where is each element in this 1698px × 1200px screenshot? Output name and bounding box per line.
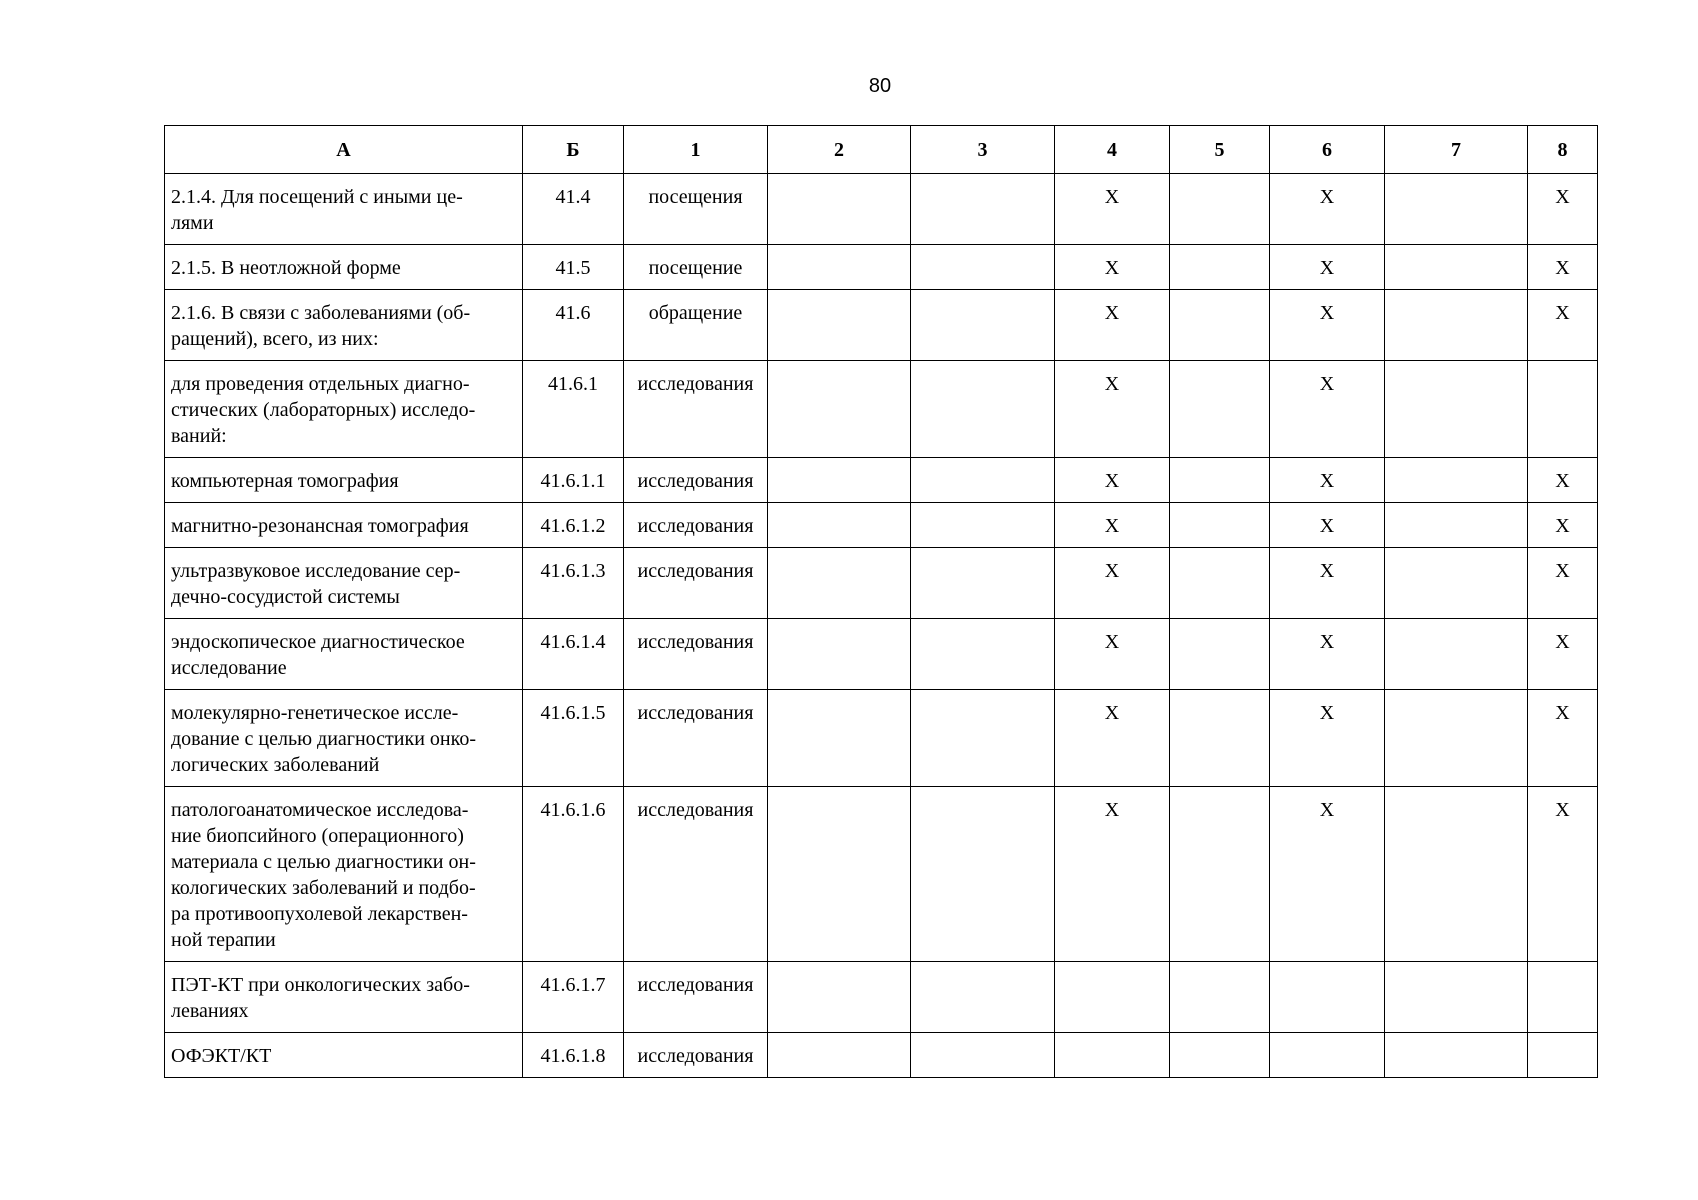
- col-8-cell: X: [1528, 548, 1598, 619]
- col-8-cell: X: [1528, 245, 1598, 290]
- col-3-cell: [911, 174, 1055, 245]
- row-name-cell: магнитно-резонансная томография: [165, 503, 523, 548]
- column-header: 4: [1055, 126, 1170, 174]
- row-name-cell: ПЭТ-КТ при онкологических забо- леваниях: [165, 962, 523, 1033]
- row-code-cell: 41.6.1.1: [523, 458, 624, 503]
- row-name-cell: 2.1.4. Для посещений с иными це- лями: [165, 174, 523, 245]
- col-3-cell: [911, 619, 1055, 690]
- col-8-cell: X: [1528, 174, 1598, 245]
- col-8-cell: X: [1528, 619, 1598, 690]
- col-3-cell: [911, 962, 1055, 1033]
- col-4-cell: X: [1055, 361, 1170, 458]
- col-7-cell: [1385, 245, 1528, 290]
- col-2-cell: [768, 787, 911, 962]
- row-code-cell: 41.6.1: [523, 361, 624, 458]
- col-4-cell: X: [1055, 619, 1170, 690]
- column-header: 3: [911, 126, 1055, 174]
- col-6-cell: X: [1270, 458, 1385, 503]
- row-unit-cell: обращение: [624, 290, 768, 361]
- row-unit-cell: исследования: [624, 503, 768, 548]
- row-unit-cell: исследования: [624, 1033, 768, 1078]
- col-2-cell: [768, 619, 911, 690]
- column-header: 2: [768, 126, 911, 174]
- row-unit-cell: исследования: [624, 548, 768, 619]
- col-2-cell: [768, 690, 911, 787]
- column-header: 6: [1270, 126, 1385, 174]
- col-7-cell: [1385, 1033, 1528, 1078]
- column-header: 8: [1528, 126, 1598, 174]
- row-name-cell: ОФЭКТ/КТ: [165, 1033, 523, 1078]
- col-7-cell: [1385, 962, 1528, 1033]
- row-code-cell: 41.6.1.5: [523, 690, 624, 787]
- col-3-cell: [911, 1033, 1055, 1078]
- row-code-cell: 41.6.1.4: [523, 619, 624, 690]
- col-4-cell: X: [1055, 290, 1170, 361]
- table-row: [165, 503, 1598, 548]
- col-7-cell: [1385, 619, 1528, 690]
- row-code-cell: 41.6.1.8: [523, 1033, 624, 1078]
- col-3-cell: [911, 548, 1055, 619]
- row-name-cell: ультразвуковое исследование сер- дечно-сосудистой системы: [165, 548, 523, 619]
- row-unit-cell: исследования: [624, 962, 768, 1033]
- col-6-cell: [1270, 1033, 1385, 1078]
- row-code-cell: 41.6.1.3: [523, 548, 624, 619]
- data-table: [164, 125, 1598, 1078]
- col-2-cell: [768, 174, 911, 245]
- col-5-cell: [1170, 787, 1270, 962]
- col-3-cell: [911, 245, 1055, 290]
- col-6-cell: X: [1270, 245, 1385, 290]
- row-unit-cell: исследования: [624, 787, 768, 962]
- table-row: [165, 1033, 1598, 1078]
- table-row: [165, 245, 1598, 290]
- col-7-cell: [1385, 361, 1528, 458]
- col-7-cell: [1385, 174, 1528, 245]
- col-4-cell: X: [1055, 690, 1170, 787]
- col-6-cell: [1270, 962, 1385, 1033]
- col-8-cell: X: [1528, 290, 1598, 361]
- col-6-cell: X: [1270, 503, 1385, 548]
- col-5-cell: [1170, 962, 1270, 1033]
- col-6-cell: X: [1270, 787, 1385, 962]
- row-name-cell: компьютерная томография: [165, 458, 523, 503]
- row-code-cell: 41.6: [523, 290, 624, 361]
- col-4-cell: X: [1055, 503, 1170, 548]
- col-5-cell: [1170, 361, 1270, 458]
- col-8-cell: X: [1528, 690, 1598, 787]
- column-header: 7: [1385, 126, 1528, 174]
- col-4-cell: X: [1055, 787, 1170, 962]
- col-3-cell: [911, 503, 1055, 548]
- table-row: [165, 619, 1598, 690]
- col-7-cell: [1385, 290, 1528, 361]
- row-code-cell: 41.6.1.6: [523, 787, 624, 962]
- row-name-cell: 2.1.5. В неотложной форме: [165, 245, 523, 290]
- row-code-cell: 41.4: [523, 174, 624, 245]
- col-2-cell: [768, 458, 911, 503]
- col-7-cell: [1385, 548, 1528, 619]
- col-6-cell: X: [1270, 619, 1385, 690]
- table-row: [165, 548, 1598, 619]
- row-unit-cell: исследования: [624, 361, 768, 458]
- col-6-cell: X: [1270, 548, 1385, 619]
- col-8-cell: X: [1528, 503, 1598, 548]
- page-number: 80: [868, 75, 892, 97]
- col-8-cell: [1528, 1033, 1598, 1078]
- row-unit-cell: посещения: [624, 174, 768, 245]
- col-8-cell: [1528, 361, 1598, 458]
- row-unit-cell: исследования: [624, 690, 768, 787]
- col-2-cell: [768, 548, 911, 619]
- column-header: А: [165, 126, 523, 174]
- col-7-cell: [1385, 787, 1528, 962]
- table-row: [165, 174, 1598, 245]
- col-4-cell: X: [1055, 458, 1170, 503]
- col-5-cell: [1170, 503, 1270, 548]
- col-5-cell: [1170, 690, 1270, 787]
- col-5-cell: [1170, 174, 1270, 245]
- col-2-cell: [768, 1033, 911, 1078]
- col-8-cell: X: [1528, 458, 1598, 503]
- col-6-cell: X: [1270, 690, 1385, 787]
- col-4-cell: [1055, 962, 1170, 1033]
- col-7-cell: [1385, 503, 1528, 548]
- col-3-cell: [911, 458, 1055, 503]
- row-name-cell: эндоскопическое диагностическое исследование: [165, 619, 523, 690]
- col-3-cell: [911, 290, 1055, 361]
- column-header: Б: [523, 126, 624, 174]
- col-2-cell: [768, 290, 911, 361]
- row-name-cell: молекулярно-генетическое иссле- дование с целью диагностики онко- логических заболеваний: [165, 690, 523, 787]
- row-code-cell: 41.5: [523, 245, 624, 290]
- col-6-cell: X: [1270, 361, 1385, 458]
- col-5-cell: [1170, 245, 1270, 290]
- column-header: 5: [1170, 126, 1270, 174]
- col-4-cell: X: [1055, 245, 1170, 290]
- table-body: [165, 174, 1598, 1078]
- table-row: [165, 458, 1598, 503]
- col-2-cell: [768, 962, 911, 1033]
- col-5-cell: [1170, 619, 1270, 690]
- col-7-cell: [1385, 690, 1528, 787]
- col-2-cell: [768, 245, 911, 290]
- table-header: [165, 126, 1598, 174]
- col-3-cell: [911, 690, 1055, 787]
- row-name-cell: 2.1.6. В связи с заболеваниями (об- ращений), всего, из них:: [165, 290, 523, 361]
- col-2-cell: [768, 503, 911, 548]
- col-5-cell: [1170, 458, 1270, 503]
- table-row: [165, 690, 1598, 787]
- col-3-cell: [911, 361, 1055, 458]
- col-3-cell: [911, 787, 1055, 962]
- col-4-cell: X: [1055, 174, 1170, 245]
- header-row: [165, 126, 1598, 174]
- row-code-cell: 41.6.1.2: [523, 503, 624, 548]
- col-8-cell: X: [1528, 787, 1598, 962]
- row-name-cell: патологоанатомическое исследова- ние биопсийного (операционного) материала с целью диагностики он- кологических заболеваний и подбо- ра противоопухолевой лекарствен- ной терапии: [165, 787, 523, 962]
- col-2-cell: [768, 361, 911, 458]
- row-name-cell: для проведения отдельных диагно- стических (лабораторных) исследо- ваний:: [165, 361, 523, 458]
- table-row: [165, 361, 1598, 458]
- row-unit-cell: посещение: [624, 245, 768, 290]
- col-7-cell: [1385, 458, 1528, 503]
- table-row: [165, 962, 1598, 1033]
- col-8-cell: [1528, 962, 1598, 1033]
- col-5-cell: [1170, 1033, 1270, 1078]
- table-row: [165, 787, 1598, 962]
- col-4-cell: [1055, 1033, 1170, 1078]
- col-6-cell: X: [1270, 290, 1385, 361]
- row-unit-cell: исследования: [624, 458, 768, 503]
- row-unit-cell: исследования: [624, 619, 768, 690]
- col-4-cell: X: [1055, 548, 1170, 619]
- col-5-cell: [1170, 548, 1270, 619]
- col-6-cell: X: [1270, 174, 1385, 245]
- column-header: 1: [624, 126, 768, 174]
- table-row: [165, 290, 1598, 361]
- row-code-cell: 41.6.1.7: [523, 962, 624, 1033]
- col-5-cell: [1170, 290, 1270, 361]
